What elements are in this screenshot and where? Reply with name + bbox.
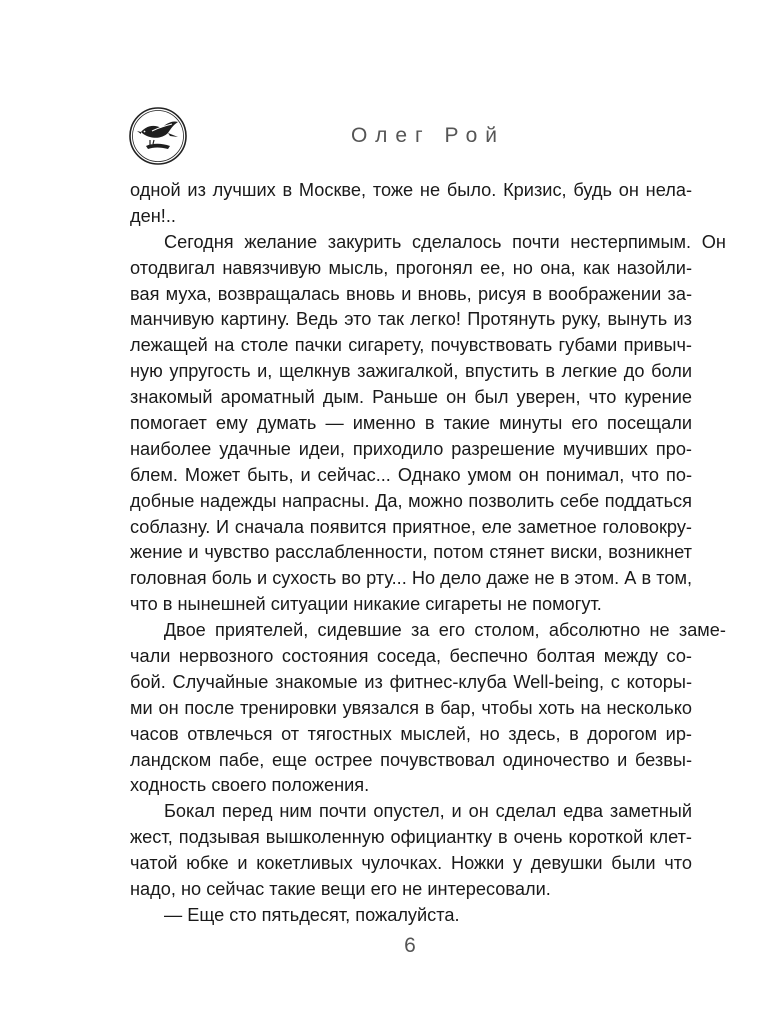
text-line: бой. Случайные знакомые из фитнес-клуба Well-being, с которы-: [130, 671, 692, 692]
author-name: Олег Рой: [350, 124, 506, 147]
text-line: часов отвлечься от тягостных мыслей, но здесь, в дорогом ир-: [130, 723, 692, 744]
page-header: [128, 106, 688, 166]
text-line: помогает ему думать — именно в такие минуты его посещали: [130, 413, 692, 434]
text-line: головная боль и сухость во рту... Но дело даже не в этом. А в том,: [130, 568, 692, 589]
text-line: вая муха, возвращалась вновь и вновь, рисуя в воображении за-: [130, 283, 692, 304]
text-line: чатой юбке и кокетливых чулочках. Ножки у девушки были что: [130, 853, 692, 874]
bird-icon: [128, 106, 188, 166]
text-line: отодвигал навязчивую мысль, прогонял ее, но она, как назойли-: [130, 257, 692, 278]
text-line: ми он после тренировки увязался в бар, чтобы хоть на несколько: [130, 697, 692, 718]
text-line: — Еще сто пятьдесят, пожалуйста.: [164, 904, 460, 925]
text-line: добные надежды напрасны. Да, можно позволить себе поддаться: [130, 490, 692, 511]
text-line: блем. Может быть, и сейчас... Однако умом он понимал, что по-: [130, 464, 692, 485]
text-line: Двое приятелей, сидевшие за его столом, абсолютно не заме-: [163, 620, 726, 641]
text-line: ландском пабе, еще острее почувствовал одиночество и безвы-: [130, 749, 692, 770]
page-number: 6: [404, 934, 416, 957]
text-line: Бокал перед ним почти опустел, и он сделал едва заметный: [164, 801, 692, 822]
text-line: одной из лучших в Москве, тоже не было. Кризис, будь он нела-: [130, 180, 692, 200]
text-line: манчивую картину. Ведь это так легко! Протянуть руку, вынуть из: [130, 309, 692, 330]
text-line: знакомый ароматный дым. Раньше он был уверен, что курение: [130, 387, 692, 408]
text-line: наиболее удачные идеи, приходило разрешение мучивших про-: [130, 438, 692, 459]
text-line: ден!..: [130, 205, 176, 226]
text-line: что в нынешней ситуации никакие сигареты не помогут.: [130, 594, 602, 615]
body-text: [130, 178, 726, 929]
text-line: Сегодня желание закурить сделалось почти нестерпимым. Он: [163, 231, 726, 252]
text-line: надо, но сейчас такие вещи его не интересовали.: [130, 879, 551, 900]
text-line: чали нервозного состояния соседа, беспечно болтая между со-: [130, 646, 692, 667]
text-line: ходность своего положения.: [130, 775, 370, 796]
text-line: соблазну. И сначала появится приятное, еле заметное головокру-: [130, 516, 692, 537]
text-line: жение и чувство расслабленности, потом стянет виски, возникнет: [130, 542, 692, 563]
text-line: лежащей на столе пачки сигарету, почувствовать губами привыч-: [130, 335, 692, 356]
text-line: жест, подзывая вышколенную официантку в очень короткой клет-: [130, 827, 692, 848]
text-line: ную упругость и, щелкнув зажигалкой, впустить в легкие до боли: [130, 361, 692, 382]
